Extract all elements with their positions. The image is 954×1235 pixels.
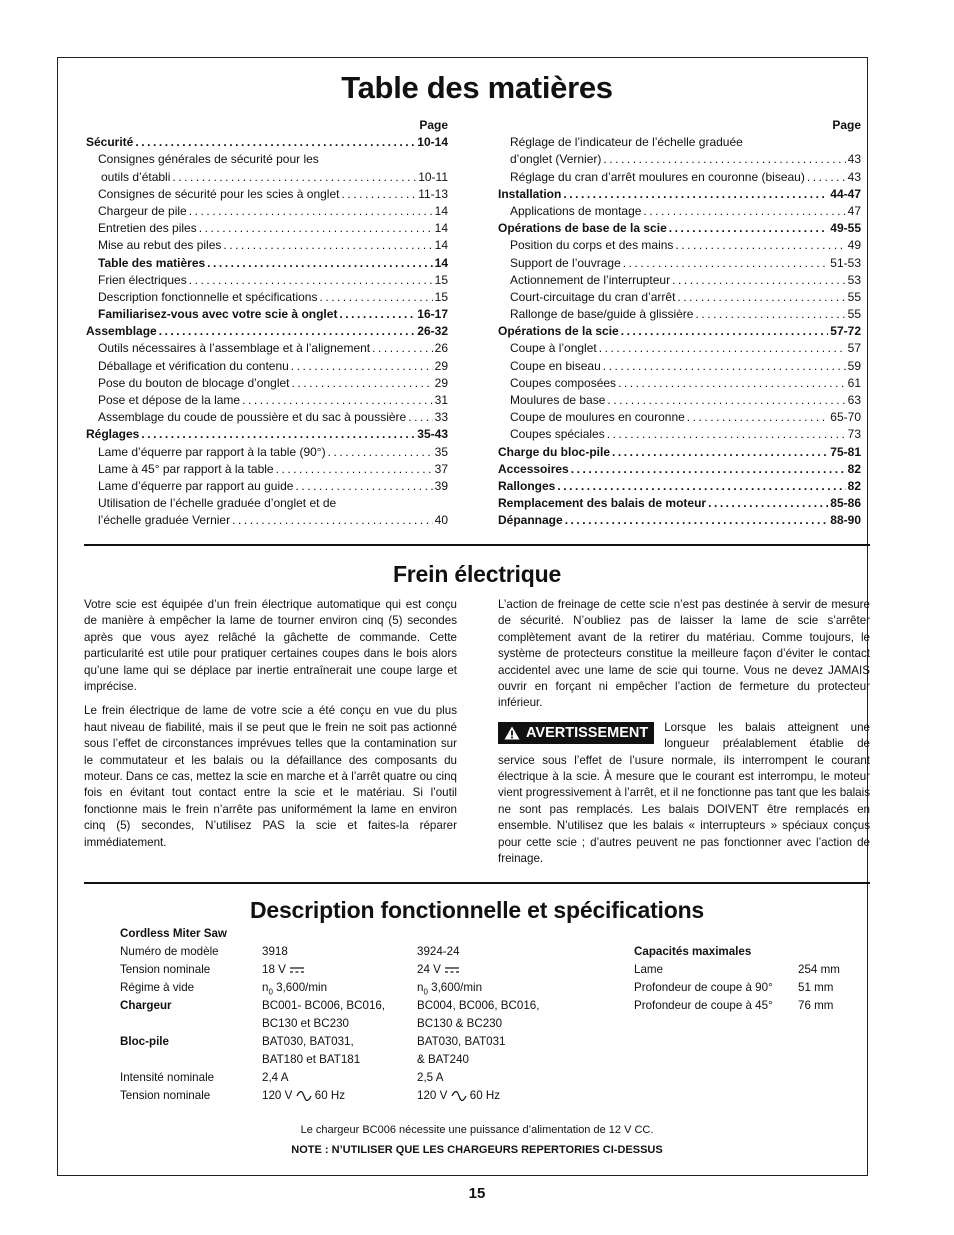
spec-label: Régime à vide [120, 981, 195, 994]
spec-value: 3918 [262, 945, 288, 958]
toc-entry-page: 55 [847, 307, 861, 322]
toc-entry [86, 444, 448, 461]
spec-value: $n_0$ 3,600/min [417, 981, 483, 997]
toc-entry-page: 37 [434, 461, 448, 476]
toc-entry-title: Lame d’équerre par rapport au guide [98, 478, 294, 493]
toc-left-list [86, 134, 448, 529]
toc-entry [86, 186, 448, 203]
toc-entry [86, 306, 448, 323]
toc-leader-dots [291, 358, 433, 375]
toc-entry-title: Rallonges [498, 478, 556, 493]
section-divider [84, 544, 870, 546]
toc-entry-title: d’onglet (Vernier) [510, 152, 602, 167]
toc-entry [498, 392, 861, 409]
capacity-label: Profondeur de coupe à 45° [634, 999, 773, 1012]
toc-entry-title: Chargeur de pile [98, 203, 187, 218]
toc-entry-title: Opérations de base de la scie [498, 221, 667, 236]
page-title: Table des matières [341, 70, 613, 105]
specs-col-3924 [417, 943, 539, 1105]
toc-entry-title: Réglage du cran d’arrêt moulures en couronne (biseau) [510, 169, 805, 184]
spec-value: BC130 et BC230 [262, 1017, 350, 1030]
toc-entry-page: 14 [434, 238, 448, 253]
spec-label: Tension nominale [120, 963, 211, 976]
spec-value: BAT030, BAT031 [417, 1035, 506, 1048]
toc-entry [86, 478, 448, 495]
spec-value: BC130 & BC230 [417, 1017, 503, 1030]
toc-entry-page: 26-32 [417, 324, 448, 339]
toc-leader-dots [669, 220, 829, 237]
toc-entry-title: Position du corps et des mains [510, 238, 674, 253]
toc-entry [498, 375, 861, 392]
spec-value: 2,5 A [417, 1071, 444, 1084]
brake-section-title: Frein électrique [392, 561, 562, 587]
toc-entry-page: 44-47 [830, 186, 861, 201]
spec-value: BAT030, BAT031, [262, 1035, 354, 1048]
toc-entry [86, 237, 448, 254]
spec-label: Intensité nominale [120, 1071, 215, 1084]
toc-entry [498, 151, 861, 168]
brake-left-column [84, 597, 457, 859]
toc-entry-page: 10-14 [417, 135, 448, 150]
toc-leader-dots [372, 340, 433, 357]
page-number: 15 [468, 1185, 486, 1202]
toc-entry-page: 59 [847, 358, 861, 373]
spec-label: Tension nominale [120, 1089, 211, 1102]
brake-paragraph: L’action de freinage de cette scie n’est pas destinée à servir de mesure de sécurité. N’oubliez pas de laisser la lame de scie s’arrêter complètement avant de la retirer du matériau. Comme toujours, le système de protecteurs constitue la meilleure façon d’éviter le contact accidentel avec une lame de scie qui tourne. Vous ne devez JAMAIS ouvrir en forçant ni empêcher l’action de fermeture du protecteur inférieur. [498, 598, 870, 710]
spec-value: BC001- BC006, BC016, [262, 999, 386, 1012]
toc-leader-dots [618, 375, 846, 392]
toc-leader-dots [607, 392, 845, 409]
toc-entry [86, 272, 448, 289]
toc-leader-dots [603, 358, 846, 375]
capacity-value: 76 mm [798, 999, 834, 1012]
toc-leader-dots [603, 151, 845, 168]
toc-entry-title: l’échelle graduée Vernier [98, 513, 231, 528]
toc-entry [86, 151, 448, 168]
toc-entry [498, 220, 861, 237]
toc-entry-title: Réglages [86, 427, 140, 442]
toc-leader-dots [295, 478, 432, 495]
spec-label [120, 1015, 227, 1033]
toc-entry-page: 47 [847, 203, 861, 218]
toc-entry-title: Frien électriques [98, 272, 187, 287]
toc-entry-title: Mise au rebut des piles [98, 238, 222, 253]
toc-entry-page: 14 [434, 255, 448, 270]
toc-entry-page: 29 [434, 358, 448, 373]
toc-leader-dots [599, 340, 846, 357]
toc-entry [86, 426, 448, 443]
warning-badge [498, 722, 654, 744]
toc-entry [86, 220, 448, 237]
toc-entry [86, 495, 448, 512]
toc-leader-dots [607, 426, 846, 443]
toc-entry [498, 444, 861, 461]
toc-entry [498, 323, 861, 340]
toc-entry-title: Coupe à l’onglet [510, 341, 597, 356]
toc-leader-dots [341, 186, 416, 203]
toc-entry [86, 512, 448, 529]
toc-entry-page: 15 [434, 289, 448, 304]
toc-entry-page: 16-17 [417, 307, 448, 322]
spec-label: Numéro de modèle [120, 945, 219, 958]
spec-label: Bloc-pile [120, 1035, 169, 1048]
dc-symbol-icon [289, 966, 305, 974]
toc-entry-title: Rallonge de base/guide à glissière [510, 307, 694, 322]
spec-value: BAT180 et BAT181 [262, 1053, 361, 1066]
capacities-labels [634, 943, 773, 1015]
toc-entry [498, 306, 861, 323]
toc-entry-title: Opérations de la scie [498, 324, 619, 339]
toc-leader-dots [141, 426, 415, 443]
brake-right-column [498, 597, 870, 868]
toc-entry-page: 35 [434, 444, 448, 459]
toc-entry-page: 85-86 [830, 496, 861, 511]
toc-entry-page: 49 [847, 238, 861, 253]
capacity-value: 254 mm [798, 963, 840, 976]
toc-entry-page: 88-90 [830, 513, 861, 528]
section-divider [84, 882, 870, 884]
toc-entry [498, 272, 861, 289]
toc-entry-title: Consignes générales de sécurité pour les [98, 152, 319, 167]
toc-entry [498, 495, 861, 512]
toc-left-column [86, 117, 448, 530]
toc-leader-dots [563, 186, 828, 203]
toc-entry-title: Outils nécessaires à l’assemblage et à l’alignement [98, 341, 371, 356]
toc-entry-page: 63 [847, 393, 861, 407]
specs-labels [120, 925, 227, 1105]
toc-entry-page: 53 [847, 272, 861, 287]
toc-entry [498, 461, 861, 478]
toc-entry-title: Coupes composées [510, 375, 617, 390]
toc-entry [86, 289, 448, 306]
toc-leader-dots [695, 306, 845, 323]
toc-leader-dots [708, 495, 828, 512]
spec-value: 120 V 60 Hz [417, 1089, 501, 1102]
toc-entry-page: 39 [434, 478, 448, 493]
toc-entry-page: 61 [847, 375, 861, 390]
warning-block [498, 720, 870, 868]
toc-entry-title: Applications de montage [510, 203, 642, 218]
toc-leader-dots [159, 323, 416, 340]
toc-leader-dots [643, 203, 845, 220]
toc-right-list [498, 134, 861, 529]
toc-entry-title: outils d’établi [101, 169, 171, 184]
brake-paragraph: Votre scie est équipée d’un frein électrique automatique qui est conçu de manière à empêcher la lame de tourner environ cinq (5) secondes après que vous ayez relâché la gâchette de commande. Cette particularité est utile pour pratiquer certaines coupes dans le bois alors qu’une lame qui se déplace par inertie entraînerait une coupe large et imprécise. [84, 598, 457, 694]
toc-entry [86, 375, 448, 392]
toc-entry-title: Assemblage du coude de poussière et du sac à poussière [98, 410, 407, 425]
toc-entry-page: 75-81 [830, 444, 861, 459]
toc-entry-title: Table des matières [98, 255, 206, 270]
toc-entry-title: Dépannage [498, 513, 563, 528]
toc-entry-title: Actionnement de l’interrupteur [510, 272, 671, 287]
spec-label: Chargeur [120, 999, 172, 1012]
toc-entry-page: 73 [847, 427, 861, 442]
specs-col-3918 [262, 943, 385, 1105]
toc-entry-title: Lame d’équerre par rapport à la table (90°) [98, 444, 326, 459]
toc-entry-page: 43 [847, 152, 861, 167]
toc-leader-dots [199, 220, 433, 237]
toc-entry [498, 426, 861, 443]
toc-entry [86, 392, 448, 409]
toc-entry [498, 289, 861, 306]
warning-label: AVERTISSEMENT [526, 724, 649, 741]
capacity-value: 51 mm [798, 981, 834, 994]
warning-triangle-icon [504, 726, 520, 740]
toc-entry [86, 203, 448, 220]
toc-entry-title: Réglage de l’indicateur de l’échelle graduée [510, 135, 743, 150]
toc-entry-title: Assemblage [86, 324, 157, 339]
toc-leader-dots [621, 323, 829, 340]
toc-entry [86, 358, 448, 375]
toc-entry-title: Moulures de base [510, 393, 606, 407]
toc-entry [86, 323, 448, 340]
toc-entry-title: Remplacement des balais de moteur [498, 496, 707, 511]
toc-leader-dots [675, 237, 845, 254]
brake-paragraph: Le frein électrique de lame de votre scie a été conçu en vue du plus haut niveau de fiabilité, mais il se peut que le frein ne soit pas actionné sous l’effet de circonstances imprévues telles que la contamination sur le commutateur et les balais ou la défaillance des composants du moteur. Dans ce cas, mettez la scie en marche et à l’arrêt quatre ou cinq fois en évitant tout contact entre la scie et le matériau. Si l’outil fonctionne mais le frein n’arrête pas uniformément la lame en environ cinq (5) secondes, N’utilisez PAS la scie et faites-la réparer immédiatement. [84, 704, 457, 849]
capacities-values [798, 961, 840, 1015]
toc-entry-page: 26 [434, 341, 448, 356]
toc-entry-page: 29 [434, 375, 448, 390]
toc-entry-title: Pose et dépose de la lame [98, 393, 241, 407]
toc-entry-page: 43 [847, 169, 861, 184]
toc-entry-page: 14 [434, 221, 448, 236]
toc-entry-page: 49-55 [830, 221, 861, 236]
toc-entry [498, 340, 861, 357]
toc-entry [498, 134, 861, 151]
toc-leader-dots [207, 255, 432, 272]
toc-entry-page: 11-13 [418, 186, 448, 201]
toc-leader-dots [319, 289, 432, 306]
spec-label [120, 1051, 227, 1069]
toc-leader-dots [565, 512, 829, 529]
toc-entry [498, 186, 861, 203]
spec-value: & BAT240 [417, 1053, 469, 1066]
spec-value: $n_0$ 3,600/min [262, 981, 328, 997]
spec-value: 24 V [417, 961, 539, 979]
toc-entry-page: 33 [434, 410, 448, 425]
toc-entry-page: 82 [847, 461, 861, 476]
toc-leader-dots [242, 392, 433, 409]
capacities-title: Capacités maximales [634, 945, 752, 958]
toc-entry-title: Utilisation de l’échelle graduée d’onglet et de [98, 496, 337, 511]
toc-entry-page: 55 [847, 289, 861, 304]
toc-leader-dots [292, 375, 433, 392]
toc-leader-dots [623, 255, 829, 272]
toc-leader-dots [232, 512, 433, 529]
toc-entry-title: Familiarisez-vous avec votre scie à onglet [98, 307, 338, 322]
toc-page-header: Page [419, 118, 448, 132]
toc-entry-title: Coupes spéciales [510, 427, 605, 442]
toc-entry [86, 169, 448, 186]
toc-entry [86, 340, 448, 357]
toc-entry-title: Charge du bloc-pile [498, 444, 611, 459]
toc-entry [498, 512, 861, 529]
toc-entry-title: Installation [498, 186, 562, 201]
toc-leader-dots [571, 461, 846, 478]
toc-entry [86, 461, 448, 478]
toc-entry-page: 40 [434, 513, 448, 528]
toc-entry-page: 10-11 [418, 169, 448, 184]
toc-leader-dots [189, 203, 433, 220]
toc-leader-dots [135, 134, 415, 151]
spec-value: BC004, BC006, BC016, [417, 999, 540, 1012]
toc-entry-page: 82 [847, 478, 861, 493]
toc-leader-dots [328, 444, 433, 461]
toc-entry [86, 255, 448, 272]
toc-entry-title: Support de l’ouvrage [510, 255, 621, 270]
specs-section-title: Description fonctionnelle et spécifications [249, 897, 705, 923]
toc-entry-page: 65-70 [830, 410, 861, 425]
toc-entry-page: 57-72 [830, 324, 861, 339]
toc-entry-title: Description fonctionnelle et spécifications [98, 289, 318, 304]
toc-entry-page: 51-53 [830, 255, 861, 270]
toc-leader-dots [557, 478, 845, 495]
toc-entry-page: 15 [434, 272, 448, 287]
toc-leader-dots [223, 237, 432, 254]
ac-symbol-icon [451, 1091, 467, 1101]
toc-entry [498, 237, 861, 254]
toc-entry [86, 134, 448, 151]
toc-entry-title: Court-circuitage du cran d’arrêt [510, 289, 676, 304]
spec-value: 2,4 A [262, 1071, 289, 1084]
toc-entry-title: Consignes de sécurité pour les scies à onglet [98, 186, 340, 201]
toc-entry [498, 203, 861, 220]
toc-entry [498, 358, 861, 375]
toc-entry-title: Déballage et vérification du contenu [98, 358, 289, 373]
toc-leader-dots [339, 306, 415, 323]
toc-entry-page: 31 [434, 393, 448, 407]
toc-leader-dots [677, 289, 845, 306]
toc-leader-dots [189, 272, 433, 289]
toc-leader-dots [612, 444, 828, 461]
toc-leader-dots [687, 409, 829, 426]
toc-right-column [498, 117, 861, 530]
toc-entry-page: 14 [434, 203, 448, 218]
spec-value: 18 V [262, 961, 385, 979]
toc-entry-page: 35-43 [417, 427, 448, 442]
charger-note: Le chargeur BC006 nécessite une puissance d’alimentation de 12 V CC. [300, 1124, 654, 1136]
toc-leader-dots [408, 409, 432, 426]
warning-text: Lorsque les balais atteignent une longueur préalablement établie de service sous l’effet de l’usure normale, ils interrompent le courant électrique à la scie. À mesure que le courant est interrompu, le moteur vient progressivement à l’arrêt, et il ne fonctionne pas tant que les balais ne sont pas remplacés. Les balais DOIVENT être remplacés en ensemble. N’utilisez que les balais « interrupteurs » spéciaux conçus pour cette scie ; d’autres peuvent ne pas fonctionner avec l’action de freinage. [498, 720, 870, 866]
ac-symbol-icon [296, 1091, 312, 1101]
toc-entry-title: Accessoires [498, 461, 569, 476]
dc-symbol-icon [444, 966, 460, 974]
toc-leader-dots [672, 272, 846, 289]
product-name: Cordless Miter Saw [120, 927, 227, 940]
toc-leader-dots [276, 461, 433, 478]
capacity-label: Lame [634, 963, 664, 976]
charger-warning-note: NOTE : N’UTILISER QUE LES CHARGEURS REPERTORIES CI-DESSUS [291, 1144, 663, 1156]
spec-value: 3924-24 [417, 945, 460, 958]
toc-entry [498, 255, 861, 272]
spec-value: 120 V 60 Hz [262, 1089, 346, 1102]
toc-entry [86, 409, 448, 426]
toc-page-header: Page [832, 118, 861, 132]
toc-leader-dots [172, 169, 416, 186]
capacity-label: Profondeur de coupe à 90° [634, 981, 773, 994]
toc-entry-title: Coupe de moulures en couronne [510, 410, 685, 425]
toc-entry-page: 57 [847, 341, 861, 356]
toc-entry-title: Coupe en biseau [510, 358, 601, 373]
toc-entry-title: Lame à 45° par rapport à la table [98, 461, 274, 476]
toc-entry-title: Sécurité [86, 135, 134, 150]
toc-entry-title: Pose du bouton de blocage d’onglet [98, 375, 290, 390]
toc-entry [498, 169, 861, 186]
toc-entry [498, 478, 861, 495]
toc-leader-dots [807, 169, 846, 186]
toc-entry-title: Entretien des piles [98, 221, 197, 236]
toc-entry [498, 409, 861, 426]
